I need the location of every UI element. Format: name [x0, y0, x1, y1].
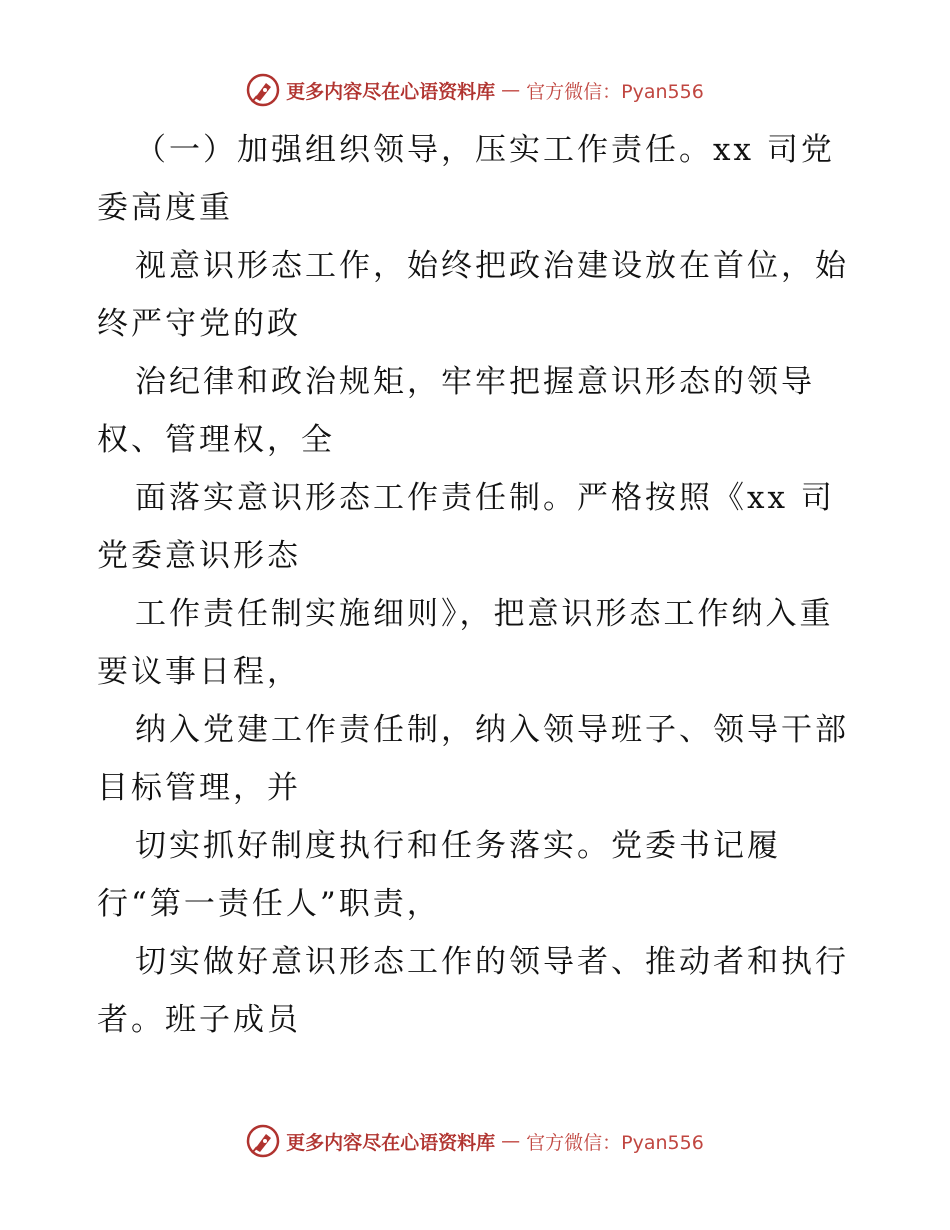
document-body — [97, 122, 857, 1050]
paragraph — [97, 122, 857, 238]
paragraph — [97, 934, 857, 1050]
text-line: 纳入党建工作责任制，纳入领导班子、领导干部 — [135, 712, 849, 748]
text-line: 工作责任制实施细则》，把意识形态工作纳入重 — [135, 596, 834, 632]
footer-watermark — [0, 1121, 950, 1161]
watermark-text: 更多内容尽在心语资料库 — [286, 80, 496, 103]
watermark-dash: — — [501, 79, 521, 101]
watermark-text: 更多内容尽在心语资料库 — [286, 1131, 496, 1154]
text-line: 视意识形态工作，始终把政治建设放在首位，始 — [135, 248, 849, 284]
watermark-wechat: 官方微信：Pyan556 — [526, 1131, 704, 1154]
text-line: 要议事日程， — [97, 654, 301, 690]
text-line: 权、管理权，全 — [97, 422, 335, 458]
text-line: （一）加强组织领导，压实工作责任。xx 司党 — [135, 132, 835, 168]
text-line: 目标管理，并 — [97, 770, 301, 806]
text-line: 行“第一责任人”职责， — [97, 886, 441, 922]
paragraph — [97, 586, 857, 702]
text-line: 党委意识形态 — [97, 538, 301, 574]
watermark-dash: — — [501, 1130, 521, 1152]
text-line: 治纪律和政治规矩，牢牢把握意识形态的领导 — [135, 364, 815, 400]
text-line: 面落实意识形态工作责任制。严格按照《xx 司 — [135, 480, 835, 516]
pen-nib-logo-icon — [246, 73, 280, 107]
paragraph — [97, 470, 857, 586]
paragraph — [97, 702, 857, 818]
paragraph — [97, 354, 857, 470]
header-watermark — [0, 70, 950, 110]
text-line: 切实做好意识形态工作的领导者、推动者和执行 — [135, 944, 849, 980]
paragraph — [97, 238, 857, 354]
text-line: 切实抓好制度执行和任务落实。党委书记履 — [135, 828, 781, 864]
text-line: 终严守党的政 — [97, 306, 301, 342]
pen-nib-logo-icon — [246, 1124, 280, 1158]
watermark-wechat: 官方微信：Pyan556 — [526, 80, 704, 103]
paragraph — [97, 818, 857, 934]
text-line: 者。班子成员 — [97, 1002, 301, 1038]
text-line: 委高度重 — [97, 190, 233, 226]
